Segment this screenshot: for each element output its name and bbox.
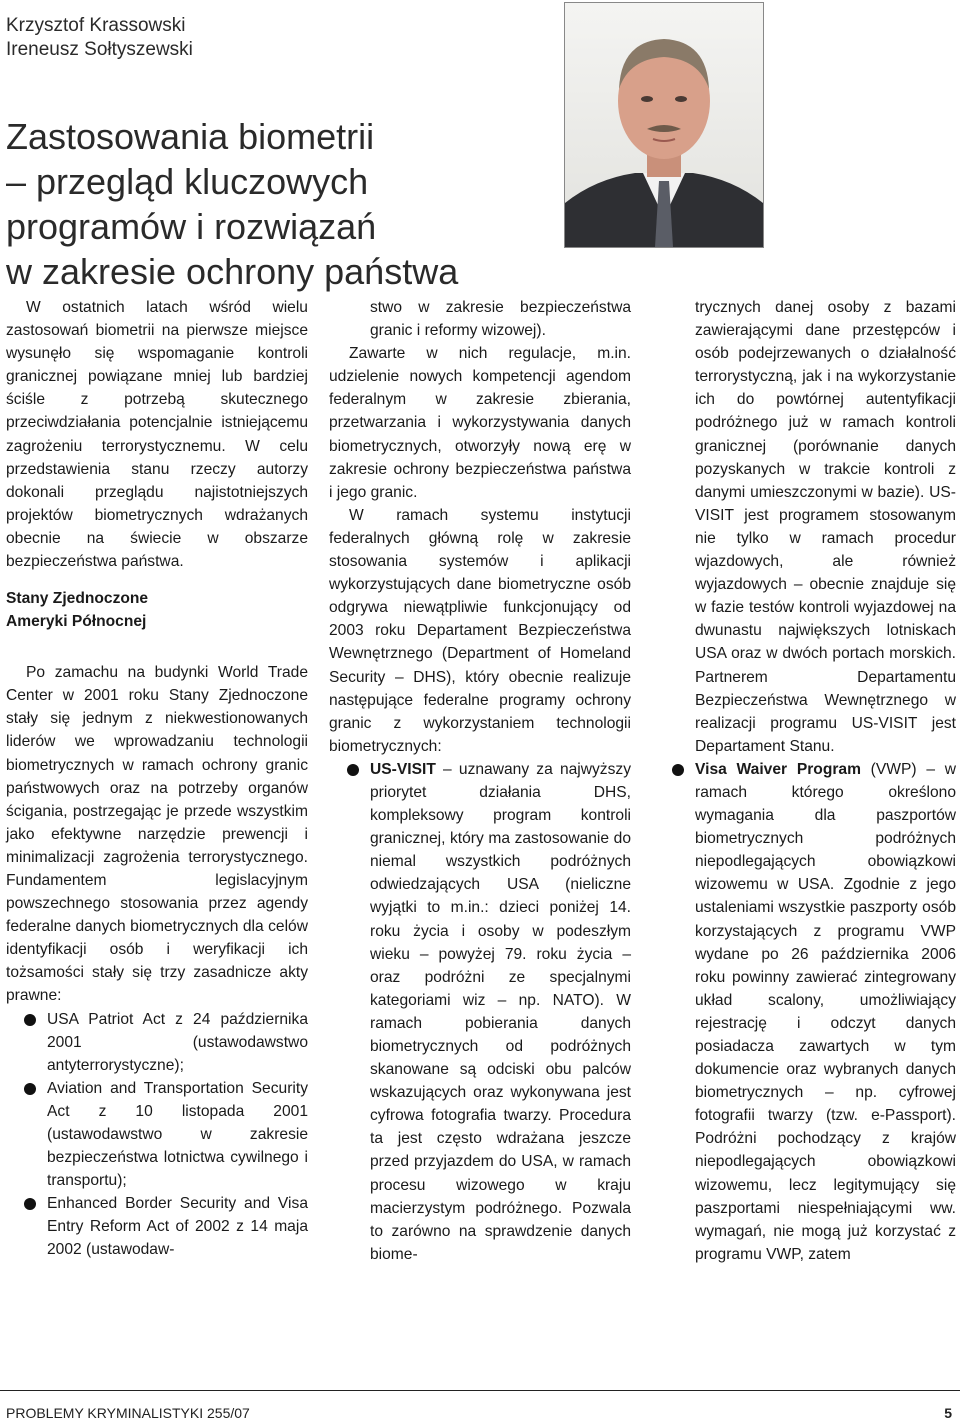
body-paragraph: Po zamachu na budynki World Trade Center w 2001 roku Stany Zjednoczone stały się jednym z niekwestionowanych liderów we wprowadzaniu technologii biometrycznych w ramach ochrony granic państwowych oraz na potrzeby organów ścigania, postrzegając je przede wszystkim jako efektywne narzędzie prewencji i minimalizacji zagrożenia terrorystycznego. Fundamentem legislacyjnym powszechnego stosowania przez agendy federalne danych biometrycznych dla celów identyfikacji osób i weryfikacji ich tożsamości stały się trzy zasadnicze akty prawne:	[6, 664, 308, 1005]
bullet-list-continuation	[654, 296, 956, 1266]
intro-paragraph: W ostatnich latach wśród wielu zastosowań biometrii na pierwsze miejsce wysunęło się wspomaganie kontroli granicznej powiązane mniej lub bardziej ściśle z potrzebą skutecznego przeciwdziałania potencjalnie istniejącemu zagrożeniu terrorystycznemu. W celu przedstawienia stanu rzeczy autorzy dokonali przeglądu najistotniejszych projektów biometrycznych wdrażanych obecnie na świecie w obszarze bezpieczeństwa państwa.	[6, 299, 308, 571]
column-2	[329, 296, 631, 1266]
program-name: US-VISIT	[370, 760, 436, 778]
title-line: – przegląd kluczowych	[6, 161, 369, 203]
list-item	[6, 1077, 308, 1192]
page-number: 5	[944, 1405, 952, 1421]
list-item	[329, 296, 631, 342]
title-line: Zastosowania biometrii	[6, 116, 375, 158]
bullet-list	[6, 1008, 308, 1262]
heading-line: Stany Zjednoczone	[6, 590, 149, 608]
bullet-icon	[24, 1014, 36, 1026]
bullet-icon	[672, 764, 684, 776]
bullet-icon	[24, 1198, 36, 1210]
list-item	[654, 758, 956, 1266]
title-line: w zakresie ochrony państwa	[6, 251, 459, 293]
journal-name: PROBLEMY KRYMINALISTYKI 255/07	[6, 1405, 250, 1421]
list-item	[6, 1008, 308, 1077]
list-item-text: Aviation and Transportation Security Act z 10 listopada 2001 (ustawodawstwo w zakresie bezpieczeństwa lotnictwa cywilnego i transportu);	[47, 1079, 308, 1190]
article-title	[6, 114, 566, 294]
author-name: Ireneusz Sołtyszewski	[6, 39, 193, 60]
column-3	[654, 296, 956, 1266]
list-item	[329, 758, 631, 1266]
list-item	[6, 1192, 308, 1261]
list-item-text: (VWP) – w ramach którego określono wymagania dla paszportów biometrycznych podróżnych niepodlegających obowiązkowi wizowemu w USA. Zgodnie z jego ustaleniami wszystkie paszporty osób korzystających z programu VWP wydane po 26 października 2006 roku powinny zawierać zintegrowany układ scalony, umożliwiający rejestrację i odczyt danych posiadacza zawartych w tym dokumencie oraz wybranych danych biometrycznych – np. cyfrowej fotografii twarzy (tzw. e-Passport). Podróżni pochodzący z krajów niepodlegających obowiązkowi wizowemu, lecz legitymujący się paszportami niespełniającymi ww. wymagań, nie mogą już korzystać z programu VWP, zatem	[695, 760, 956, 1263]
body-paragraph: W ramach systemu instytucji federalnych główną rolę w zakresie stosowania systemów i aplikacji wykorzystujących dane biometryczne osób odgrywa niewątpliwie funkcjonujący od 2003 roku Departament Bezpieczeństwa Wewnętrznego (Department of Homeland Security – DHS), który obecnie realizuje następujące federalne programy ochrony granic z wykorzystaniem technologii biometrycznych:	[329, 506, 631, 755]
list-item-text: – uznawany za najwyższy priorytet działania DHS, kompleksowy program kontroli granicznej, który ma zastosowanie do niemal wszystkich podróżnych odwiedzających USA (nieliczne wyjątki to m.in.: dzieci poniżej 14. roku życia i osoby w podeszłym wieku – powyżej 79. roku życia – oraz podróżni ze specjalnymi kategoriami wiz – np. NATO). W ramach pobierania danych biometrycznych od podróżnych skanowane są odciski obu palców wskazujących oraz wykonywana jest cyfrowa fotografia twarzy. Procedura ta jest często wdrażana jeszcze przed przyjazdem do USA, w ramach procesu wizowego w kraju macierzystym podróżnego. Pozwala to zarówno na sprawdzenie danych biome-	[370, 760, 631, 1263]
list-item-text: USA Patriot Act z 24 października 2001 (ustawodawstwo antyterrorystyczne);	[47, 1010, 308, 1074]
list-item-text: stwo w zakresie bezpieczeństwa granic i reformy wizowej).	[370, 299, 631, 340]
bullet-list	[329, 758, 631, 1266]
footer-rule	[0, 1390, 960, 1391]
portrait-image	[565, 3, 763, 247]
author-photo	[564, 2, 764, 248]
list-item-text: Enhanced Border Security and Visa Entry Reform Act of 2002 z 14 maja 2002 (ustawodaw-	[47, 1195, 308, 1259]
bullet-list-continuation	[329, 296, 631, 342]
bullet-icon	[24, 1083, 36, 1095]
column-1	[6, 296, 308, 1262]
authors	[6, 14, 193, 62]
body-paragraph: Zawarte w nich regulacje, m.in. udzielenie nowych kompetencji agendom federalnym w zakresie zbierania, przetwarzania i wykorzystywania danych biometrycznych, otworzyły nową erę w zakresie ochrony bezpieczeństwa państwa i jego granic.	[329, 345, 631, 501]
title-line: programów i rozwiązań	[6, 206, 377, 248]
author-name: Krzysztof Krassowski	[6, 15, 186, 36]
list-item-text: trycznych danej osoby z bazami zawierającymi dane przestępców i osób podejrzewanych o działalność terrorystyczną, jak i na wykorzystanie ich do powtórnej autentyfikacji podróżnego już w ramach kontroli granicznej (porównanie danych pozyskanych w trakcie kontroli z danymi umieszczonymi w bazie). US-VISIT jest programem stosowanym nie tylko w ramach procedur wjazdowych, ale również wyjazdowych – obecnie znajduje się w fazie testów kontroli wyjazdowej na dwunastu największych lotniskach USA oraz w dwóch portach morskich. Partnerem Departamentu Bezpieczeństwa Wewnętrznego w realizacji programu US-VISIT jest Departament Stanu.	[695, 299, 956, 755]
heading-line: Ameryki Północnej	[6, 613, 147, 631]
list-item	[654, 296, 956, 758]
section-heading	[6, 587, 308, 633]
program-name: Visa Waiver Program	[695, 760, 861, 778]
bullet-icon	[347, 764, 359, 776]
